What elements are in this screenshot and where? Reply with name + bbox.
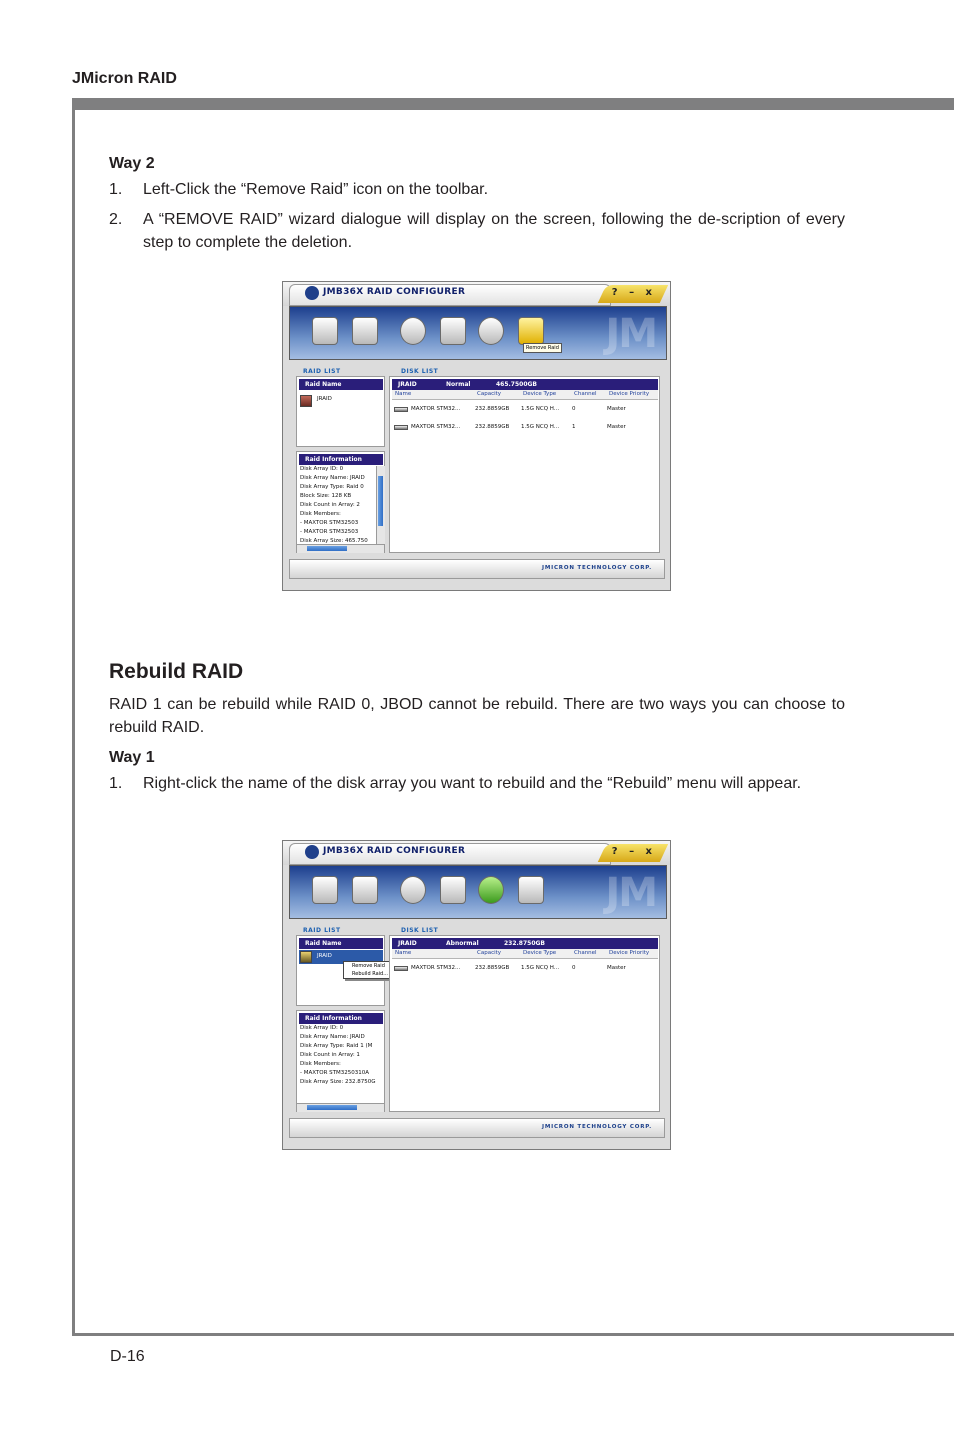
raid-item-name: JRAID (317, 953, 332, 959)
info-line: Disk Array Name: JRAID (300, 1034, 365, 1040)
scroll-thumb[interactable] (307, 1105, 357, 1110)
array-status: Abnormal (446, 940, 479, 947)
menu-item-rebuild-raid[interactable]: Rebuild Raid... (352, 971, 388, 977)
disk-name: MAXTOR STM32... (411, 965, 461, 971)
raid-list-panel (296, 376, 385, 447)
footer-brand: JMICRON TECHNOLOGY CORP. (542, 1124, 652, 1130)
create-raid-icon[interactable] (312, 317, 338, 345)
screenshot-rebuild-raid (282, 840, 671, 1150)
disk-capacity: 232.8859GB (475, 406, 510, 412)
info-line: Disk Array Size: 232.8750G (300, 1079, 376, 1085)
table-row[interactable] (392, 964, 658, 973)
raid-name-header: Raid Name (299, 379, 383, 390)
col-device-priority[interactable]: Device Priority (609, 950, 650, 956)
step-number: 2. (109, 211, 123, 228)
header-bar (72, 98, 954, 110)
info-vertical-scrollbar[interactable] (376, 466, 385, 544)
info-horizontal-scrollbar[interactable] (297, 1103, 384, 1112)
raid-list-label: RAID LIST (303, 927, 341, 934)
info-line: Disk Members: (300, 511, 341, 517)
step-number: 1. (109, 181, 123, 198)
raid-list-label: RAID LIST (303, 368, 341, 375)
disk-info-icon[interactable] (440, 876, 466, 904)
disk-table-header (392, 949, 658, 959)
array-status: Normal (446, 381, 471, 388)
step-text: Right-click the name of the disk array you want to rebuild and the “Rebuild” menu will appear. (143, 775, 802, 792)
toolbar (289, 306, 667, 360)
power-icon[interactable] (400, 317, 426, 345)
disk-name: MAXTOR STM32... (411, 424, 461, 430)
way2-step-1 (109, 178, 845, 201)
disk-type: 1.5G NCQ H... (521, 424, 560, 430)
info-line: Disk Count in Array: 2 (300, 502, 360, 508)
footer-brand: JMICRON TECHNOLOGY CORP. (542, 565, 652, 571)
disk-capacity: 232.8859GB (475, 965, 510, 971)
col-device-priority[interactable]: Device Priority (609, 391, 650, 397)
disk-list-label: DISK LIST (401, 368, 439, 375)
col-capacity[interactable]: Capacity (477, 391, 502, 397)
info-line: Disk Array Name: JRAID (300, 475, 365, 481)
screenshot-remove-raid (282, 281, 671, 591)
disk-list-panel (389, 376, 660, 553)
running-header: JMicron RAID (72, 70, 177, 87)
disk-name: MAXTOR STM32... (411, 406, 461, 412)
way2-heading: Way 2 (109, 155, 155, 172)
raid-array-icon (300, 951, 312, 963)
info-line: Disk Array Type: Raid 0 (300, 484, 364, 490)
info-line: - MAXTOR STM32503 (300, 520, 359, 526)
remove-raid-icon[interactable] (518, 317, 544, 345)
power-icon[interactable] (400, 876, 426, 904)
array-summary-bar (392, 379, 658, 390)
way2-step-2 (109, 208, 845, 254)
remove-raid-icon[interactable] (518, 876, 544, 904)
page-number: D-16 (110, 1348, 145, 1365)
way1-step-1 (109, 772, 845, 818)
disk-list-label: DISK LIST (401, 927, 439, 934)
scroll-thumb[interactable] (307, 546, 347, 551)
raid-array-icon (300, 395, 312, 407)
array-size: 232.8750GB (504, 940, 546, 947)
scroll-thumb[interactable] (378, 476, 383, 526)
create-raid-icon[interactable] (312, 876, 338, 904)
array-summary-bar (392, 938, 658, 949)
hard-disk-icon (394, 966, 408, 971)
col-name[interactable]: Name (395, 391, 412, 397)
section-title: Rebuild RAID (109, 660, 244, 683)
array-name: JRAID (398, 940, 417, 947)
disk-list-panel (389, 935, 660, 1112)
disk-table-header (392, 390, 658, 400)
rebuild-intro: RAID 1 can be rebuild while RAID 0, JBOD cannot be rebuild. There are two ways you can choose to rebuild RAID. (109, 696, 845, 736)
info-line: Disk Array ID: 0 (300, 1025, 344, 1031)
way1-heading: Way 1 (109, 749, 155, 766)
table-row[interactable] (392, 423, 658, 432)
info-line: Block Size: 128 KB (300, 493, 352, 499)
step-text: Left-Click the “Remove Raid” icon on the toolbar. (143, 181, 489, 198)
disk-priority: Master (607, 965, 626, 971)
refresh-icon[interactable] (478, 317, 504, 345)
page-border-bottom (72, 1333, 954, 1336)
array-size: 465.7500GB (496, 381, 538, 388)
jmicron-logo-icon (305, 286, 319, 300)
toolbar (289, 865, 667, 919)
rebuild-icon[interactable] (478, 876, 504, 904)
disk-capacity: 232.8859GB (475, 424, 510, 430)
hard-disk-icon (394, 407, 408, 412)
watermark-logo: JM (605, 311, 656, 357)
disk-type: 1.5G NCQ H... (521, 406, 560, 412)
col-channel[interactable]: Channel (574, 391, 597, 397)
disk-info-icon[interactable] (440, 317, 466, 345)
raid-info-header: Raid Information (299, 454, 383, 465)
step-number: 1. (109, 775, 123, 792)
col-channel[interactable]: Channel (574, 950, 597, 956)
jmicron-logo-icon (305, 845, 319, 859)
col-device-type[interactable]: Device Type (523, 950, 557, 956)
info-line: Disk Array Size: 465.750 (300, 538, 368, 544)
raid-name-header: Raid Name (299, 938, 383, 949)
raid-item-name: JRAID (317, 396, 332, 402)
info-line: Disk Array ID: 0 (300, 466, 344, 472)
hard-disk-icon (394, 425, 408, 430)
info-line: - MAXTOR STM32503 (300, 529, 359, 535)
col-name[interactable]: Name (395, 950, 412, 956)
page-border-left (72, 98, 75, 1336)
info-horizontal-scrollbar[interactable] (297, 544, 384, 553)
info-line: - MAXTOR STM3250310A (300, 1070, 370, 1076)
step-text: A “REMOVE RAID” wizard dialogue will display on the screen, following the de-scription of every step to complete the deletion. (143, 211, 845, 251)
col-device-type[interactable]: Device Type (523, 391, 557, 397)
raid-info-panel (296, 1010, 385, 1112)
info-line: Disk Members: (300, 1061, 341, 1067)
info-line: Disk Count in Array: 1 (300, 1052, 360, 1058)
info-line: Disk Array Type: Raid 1 (M (300, 1043, 373, 1049)
window-controls-label[interactable]: ? – x (611, 846, 656, 857)
add-disk-icon[interactable] (352, 876, 378, 904)
disk-priority: Master (607, 406, 626, 412)
disk-channel: 1 (572, 424, 576, 430)
window-controls-label[interactable]: ? – x (611, 287, 656, 298)
array-name: JRAID (398, 381, 417, 388)
disk-channel: 0 (572, 406, 576, 412)
menu-item-remove-raid[interactable]: Remove Raid (352, 963, 385, 969)
disk-channel: 0 (572, 965, 576, 971)
raid-info-panel (296, 451, 385, 553)
col-capacity[interactable]: Capacity (477, 950, 502, 956)
disk-priority: Master (607, 424, 626, 430)
disk-type: 1.5G NCQ H... (521, 965, 560, 971)
raid-info-header: Raid Information (299, 1013, 383, 1024)
add-disk-icon[interactable] (352, 317, 378, 345)
window-title: JMB36X RAID CONFIGURER (323, 846, 466, 856)
table-row[interactable] (392, 405, 658, 414)
window-title: JMB36X RAID CONFIGURER (323, 287, 466, 297)
watermark-logo: JM (605, 870, 656, 916)
tooltip-remove-raid: Remove Raid (523, 343, 562, 353)
